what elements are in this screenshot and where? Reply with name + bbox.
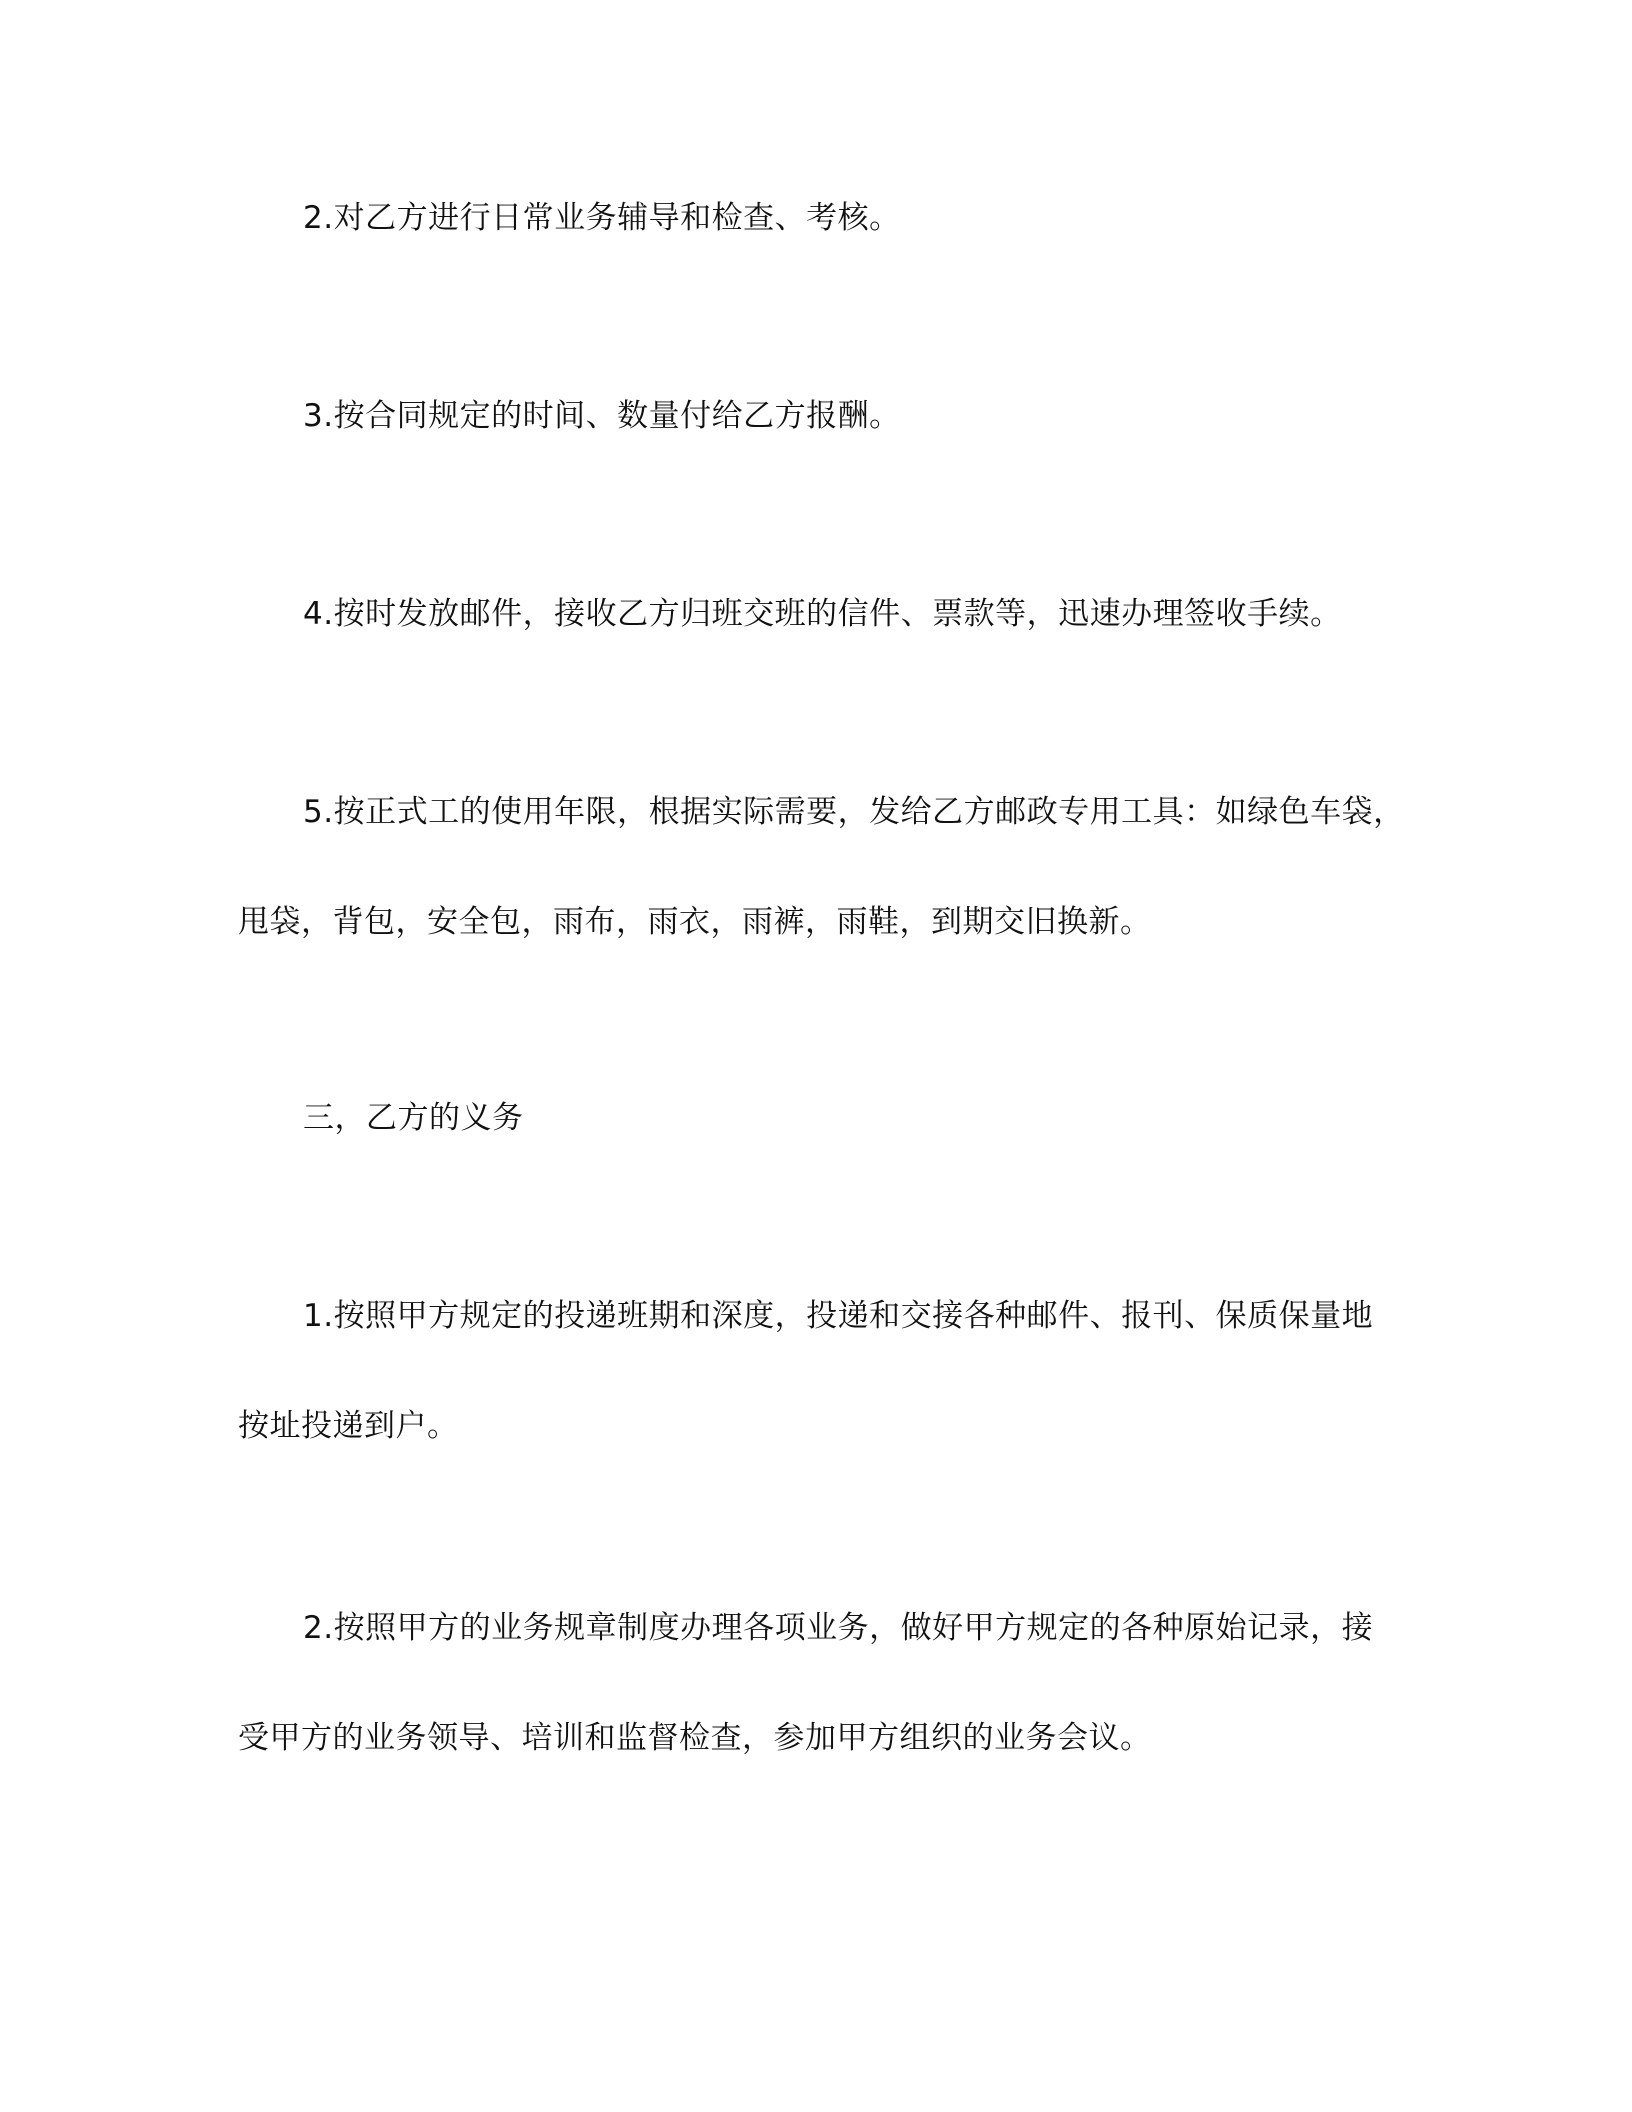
obligation-1-line-2: 按址投递到户。: [238, 1408, 459, 1444]
paragraph-5-line-2: 甩袋，背包，安全包，雨布，雨衣，雨裤，雨鞋，到期交旧换新。: [238, 904, 1152, 940]
section-heading-obligations: 三，乙方的义务: [303, 1100, 524, 1136]
obligation-2-line-2: 受甲方的业务领导、培训和监督检查，参加甲方组织的业务会议。: [238, 1720, 1152, 1756]
paragraph-3-line-1: 3.按合同规定的时间、数量付给乙方报酬。: [303, 398, 901, 434]
obligation-2-line-1: 2.按照甲方的业务规章制度办理各项业务，做好甲方规定的各种原始记录，接: [303, 1610, 1374, 1646]
paragraph-5-line-1: 5.按正式工的使用年限，根据实际需要，发给乙方邮政专用工具：如绿色车袋，: [303, 794, 1405, 830]
paragraph-2-line-1: 2.对乙方进行日常业务辅导和检查、考核。: [303, 200, 901, 236]
obligation-1-line-1: 1.按照甲方规定的投递班期和深度，投递和交接各种邮件、报刊、保质保量地: [303, 1298, 1374, 1334]
paragraph-4-line-1: 4.按时发放邮件，接收乙方归班交班的信件、票款等，迅速办理签收手续。: [303, 596, 1342, 632]
